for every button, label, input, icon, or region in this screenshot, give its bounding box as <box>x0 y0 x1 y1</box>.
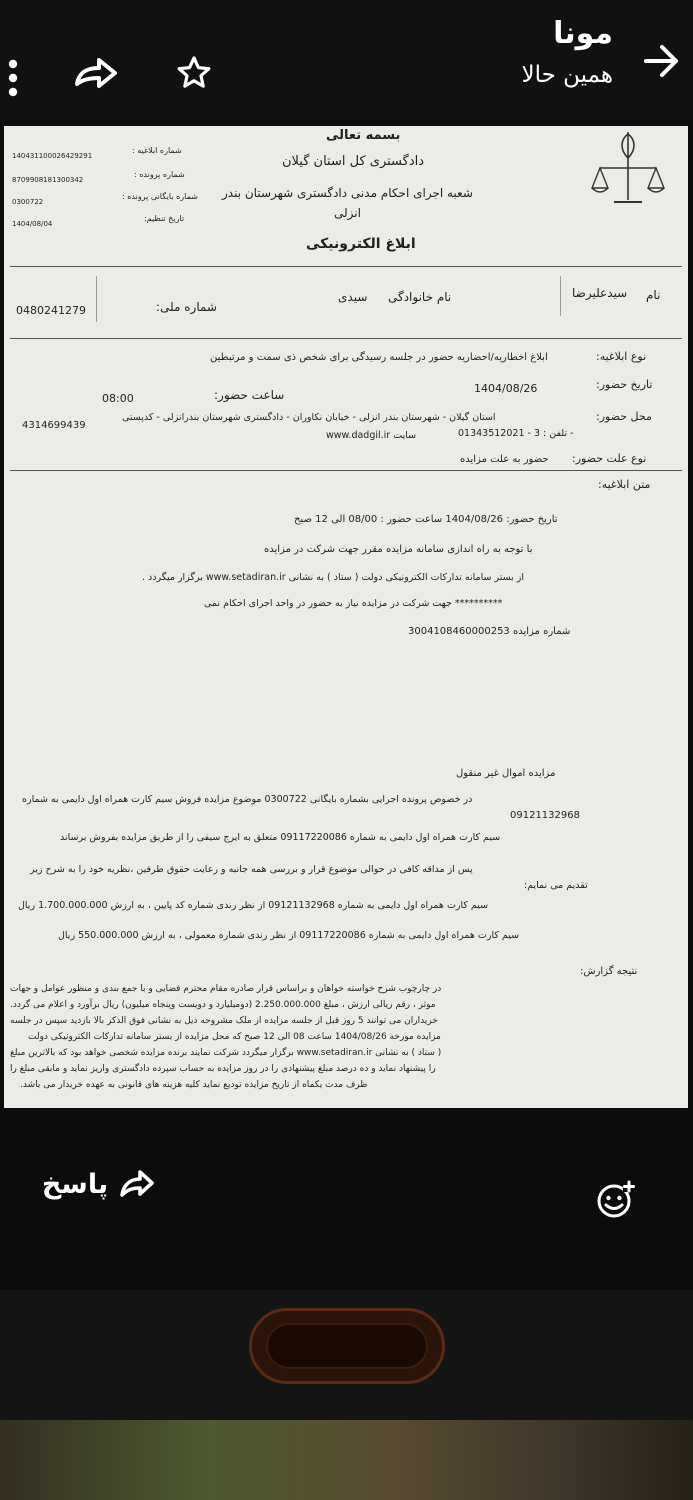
section-line: سیم کارت همراه اول دایمی به شماره 09121132968 از نظر رندی شماره کد پایین ، به ارزش 1.700.000.000 ریال <box>18 900 489 911</box>
attendance-date-value: 1404/08/26 <box>474 382 538 395</box>
family-label: نام خانوادگی <box>388 290 452 304</box>
meta-label-4: تاریخ تنظیم: <box>144 214 185 223</box>
national-id-value: 0480241279 <box>16 304 86 317</box>
back-arrow-icon[interactable] <box>636 38 688 84</box>
meta-value-2: 8709908181300342 <box>12 176 84 184</box>
section-line: سیم کارت همراه اول دایمی به شماره 09117220086 از نظر رندی شماره معمولی ، به ارزش 550.000.000 ریال <box>58 930 520 941</box>
body-line: با توجه به راه اندازی سامانه مزایده مقرر جهت شرکت در مزایده <box>264 544 533 555</box>
iran-emblem-icon <box>590 128 666 214</box>
section-line: تقدیم می نمایم: <box>524 880 588 891</box>
bismillah: بسمه تعالی <box>326 128 401 143</box>
attendance-time-value: 08:00 <box>102 392 134 405</box>
reason-value: حضور به علت مزایده <box>460 454 549 465</box>
reply-bar <box>0 1110 693 1300</box>
result-line: خریداران می توانند 5 روز قبل از جلسه مزایده از ملک مشروحه ذیل به نشانی فوق الذکر بالا بازدید سپس در جلسه <box>10 1016 438 1026</box>
meta-value-1: 140431100026429291 <box>12 152 93 160</box>
attendance-place-value: استان گیلان - شهرستان بندر انزلی - خیابان نکاوران - دادگستری شهرستان بندرانزلی - کدپستی <box>122 412 496 423</box>
meta-label-1: شماره ابلاغیه : <box>132 146 182 155</box>
attendance-place-label: محل حضور: <box>596 410 652 423</box>
org-line-3: انزلی <box>334 206 361 220</box>
reason-label: نوع علت حضور: <box>572 452 647 465</box>
more-options-icon[interactable] <box>0 55 26 101</box>
notice-title: ابلاغ الکترونیکی <box>306 236 416 252</box>
family-value: سیدی <box>338 290 368 304</box>
meta-label-3: شماره بایگانی پرونده : <box>122 192 198 201</box>
result-line: را پیشنهاد نماید و ده درصد مبلغ پیشنهادی را در روز مزایده به حساب سپرده دادگستری واریز نماید و مابقی مبلغ را <box>10 1064 436 1074</box>
body-line: تاریخ حضور: 1404/08/26 ساعت حضور : 08/00 الی 12 صبح <box>294 514 558 525</box>
tablecloth-background <box>0 1420 693 1500</box>
contact-name: مونا <box>553 16 613 51</box>
meta-label-2: شماره پرونده : <box>134 170 185 179</box>
body-line: ********** جهت شرکت در مزایده نیاز به حضور در واحد اجرای احکام نمی <box>204 598 503 609</box>
national-id-label: شماره ملی: <box>156 300 217 314</box>
meta-value-4: 1404/08/04 <box>12 220 53 228</box>
attendance-time-label: ساعت حضور: <box>214 388 285 402</box>
result-line: موثر ، رقم ریالی ارزش ، مبلغ 2.250.000.000 (دومیلیارد و دویست وپنجاه میلیون) ریال برآورد و اعلام می گردد. <box>10 1000 436 1010</box>
result-line: ظرف مدت یکماه از تاریخ مزایده تودیع نماید کلیه هزینه های قانونی به عهده خریدار می باشد. <box>20 1080 368 1090</box>
reply-label: پاسخ <box>41 1168 109 1200</box>
message-time: همین حالا <box>521 62 613 88</box>
website: سایت www.dadgil.ir <box>326 430 417 441</box>
section-line: پس از مداقه کافی در حوالی موضوع قرار و بررسی همه جانبه و رعایت حقوق طرفین ،نظریه خود را به شرح زیر <box>30 864 473 875</box>
document-photo[interactable] <box>4 126 688 1108</box>
section-title: مزایده اموال غیر منقول <box>456 768 556 779</box>
forward-icon[interactable] <box>72 52 120 94</box>
home-button[interactable] <box>249 1308 445 1384</box>
notice-type-label: نوع ابلاغیه: <box>596 350 647 363</box>
body-line: از بستر سامانه تدارکات الکترونیکی دولت ( ستاد ) به نشانی www.setadiran.ir برگزار میگردد . <box>142 572 524 583</box>
result-label: نتیجه گزارش: <box>580 966 638 977</box>
attendance-date-label: تاریخ حضور: <box>596 378 653 391</box>
org-line-1: دادگستری کل استان گیلان <box>282 154 425 169</box>
result-line: ( ستاد ) به نشانی www.setadiran.ir برگزار میگردد شرکت نمایند برنده مزایده شخصی خواهد بود که بالاترین مبلغ <box>10 1048 442 1058</box>
name-label: نام <box>646 288 661 302</box>
auction-number: شماره مزایده 3004108460000253 <box>408 626 571 637</box>
name-value: سیدعلیرضا <box>572 286 628 300</box>
notice-type-value: ابلاغ اخطاریه/احضاریه حضور در جلسه رسیدگی برای شخص ذی سمت و مرتبطین <box>210 352 548 363</box>
org-line-2: شعبه اجرای احکام مدنی دادگستری شهرستان بندر <box>222 186 473 200</box>
viewer-top-bar <box>0 0 693 120</box>
reply-arrow-icon <box>118 1169 154 1199</box>
postal-code: 4314699439 <box>22 420 86 431</box>
notice-text-label: متن ابلاغیه: <box>598 478 651 491</box>
emoji-reaction-icon[interactable] <box>592 1178 638 1222</box>
reply-button[interactable] <box>36 1160 160 1208</box>
star-icon[interactable] <box>172 52 216 94</box>
result-line: در چارچوب شرح خواسته خواهان و براساس قرار صادره مقام محترم قضایی و با جمع بندی و منظور عوامل و جهات <box>10 984 442 994</box>
phone-number: - تلفن : 3 - 01343512021 <box>458 428 574 439</box>
section-line: سیم کارت همراه اول دایمی به شماره 09117220086 متعلق به ایرج سیفی را از طریق مزایده بفروش برساند <box>60 832 501 843</box>
meta-value-3: 0300722 <box>12 198 44 206</box>
result-line: مزایده مورخه 1404/08/26 ساعت 08 الی 12 صبح که محل مزایده از بستر سامانه تدارکات الکترونیکی دولت <box>28 1032 441 1042</box>
section-line: در خصوص پرونده اجرایی بشماره بایگانی 0300722 موضوع مزایده فروش سیم کارت همراه اول دایمی به شماره <box>22 794 473 805</box>
section-line: 09121132968 <box>510 810 580 821</box>
